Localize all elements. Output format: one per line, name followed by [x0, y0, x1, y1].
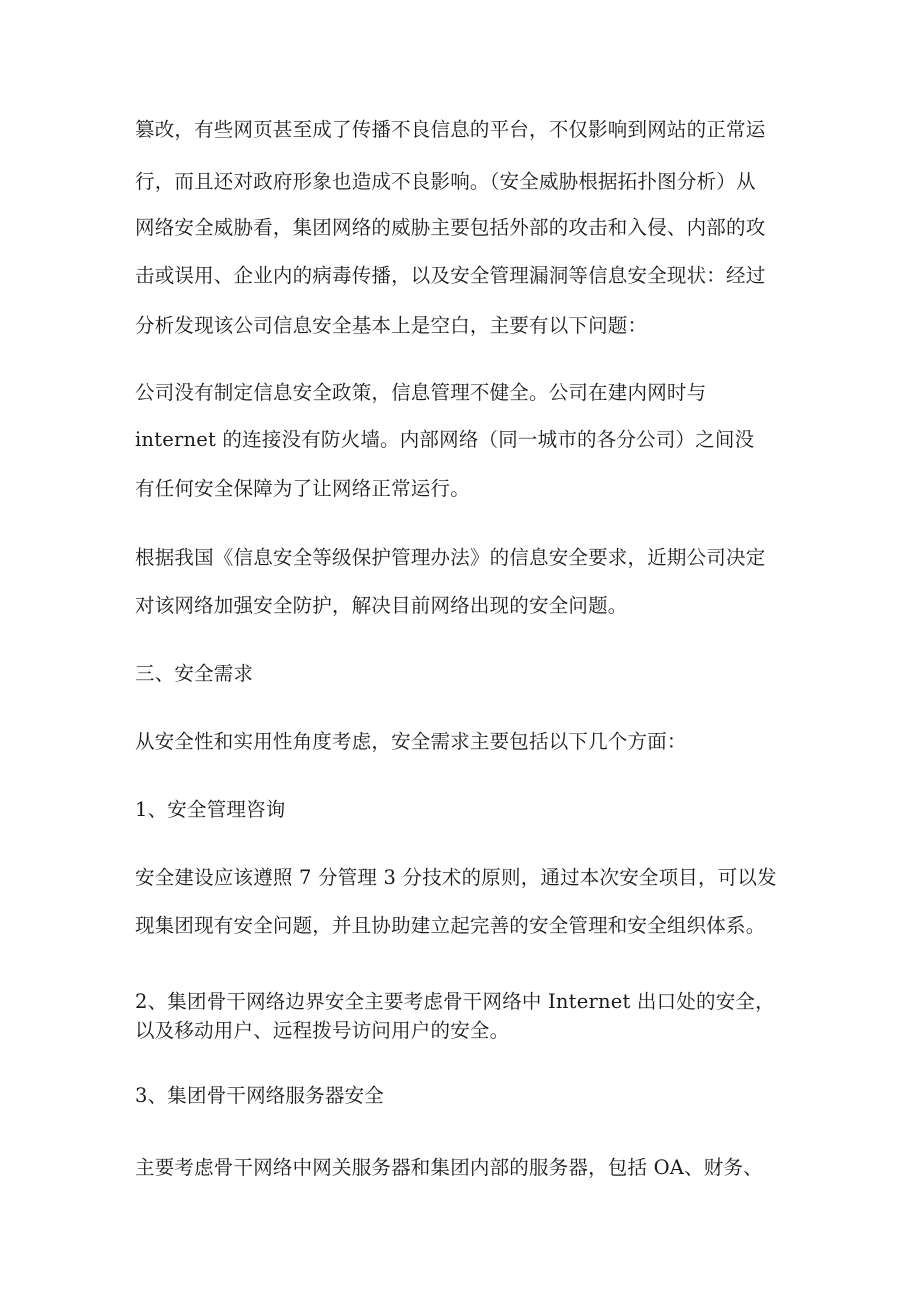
body-text-line: 行，而且还对政府形象也造成不良影响。（安全威胁根据拓扑图分析）从 [135, 170, 756, 193]
body-text-line: 主要考虑骨干网络中网关服务器和集团内部的服务器，包括 OA、财务、 [135, 1156, 763, 1179]
body-text-line: 现集团现有安全问题，并且协助建立起完善的安全管理和安全组织体系。 [135, 914, 766, 937]
body-text-line: 有任何安全保障为了让网络正常运行。 [135, 477, 470, 500]
body-text-line: 击或误用、企业内的病毒传播，以及安全管理漏洞等信息安全现状：经过 [135, 264, 766, 287]
body-text-line: 从安全性和实用性角度考虑，安全需求主要包括以下几个方面： [135, 730, 687, 753]
body-text-line: 对该网络加强安全防护，解决目前网络出现的安全问题。 [135, 594, 628, 617]
body-text-line: internet 的连接没有防火墙。内部网络（同一城市的各分公司）之间没 [135, 428, 755, 451]
section-heading: 三、安全需求 [135, 662, 254, 685]
body-text-line: 分析发现该公司信息安全基本上是空白，主要有以下问题： [135, 314, 648, 337]
body-text-line: 公司没有制定信息安全政策，信息管理不健全。公司在建内网时与 [135, 381, 707, 404]
body-text-line: 篡改，有些网页甚至成了传播不良信息的平台，不仅影响到网站的正常运 [135, 118, 766, 141]
list-item-heading: 3、集团骨干网络服务器安全 [135, 1084, 385, 1107]
body-text-line: 根据我国《信息安全等级保护管理办法》的信息安全要求，近期公司决定 [135, 546, 766, 569]
list-item-heading: 2、集团骨干网络边界安全主要考虑骨干网络中 Internet 出口处的安全， [135, 990, 775, 1013]
body-text-line: 安全建设应该遵照 7 分管理 3 分技术的原则，通过本次安全项目，可以发 [135, 866, 777, 889]
body-text-line: 以及移动用户、远程拨号访问用户的安全。 [135, 1019, 510, 1042]
list-item-heading: 1、安全管理咨询 [135, 798, 286, 821]
body-text-line: 网络安全威胁看，集团网络的威胁主要包括外部的攻击和入侵、内部的攻 [135, 216, 766, 239]
